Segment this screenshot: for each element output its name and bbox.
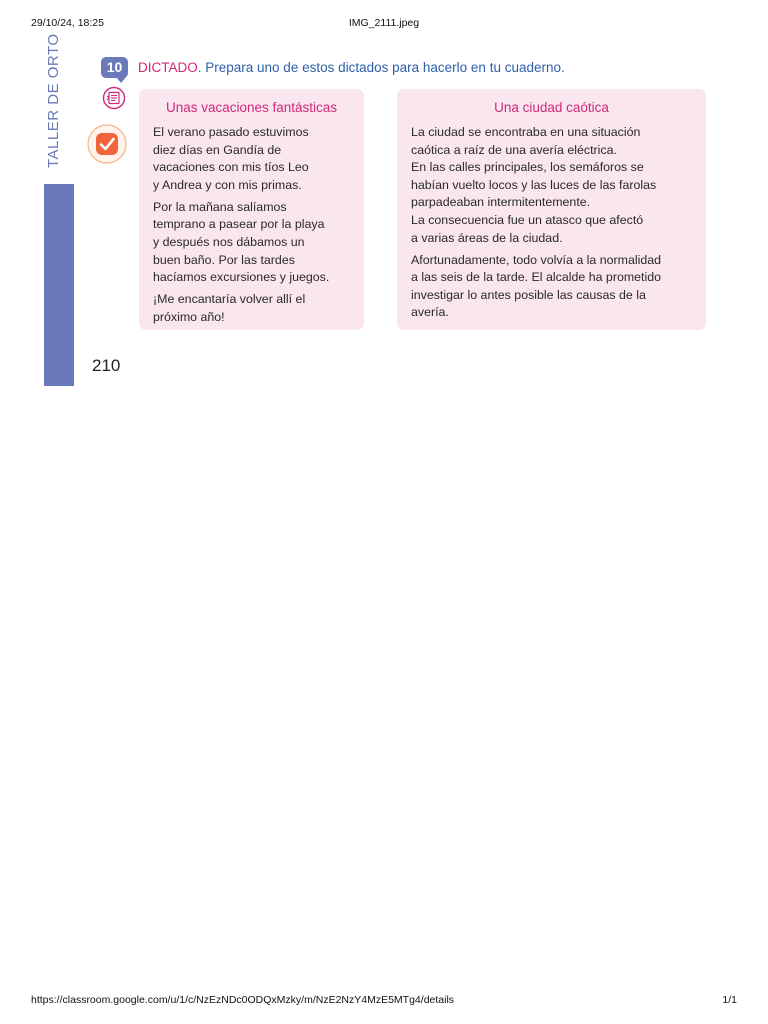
- text-line: avería.: [411, 305, 449, 320]
- dictation-title: Una ciudad caótica: [494, 100, 609, 115]
- instruction-keyword: DICTADO: [138, 60, 198, 75]
- page-number: 210: [92, 356, 121, 375]
- print-footer: [0, 994, 768, 1008]
- dictation-paragraph: [411, 124, 698, 247]
- text-line: y después nos dábamos un: [153, 235, 305, 250]
- text-line: Por la mañana salíamos: [153, 199, 287, 214]
- text-line: En las calles principales, los semáforos se: [411, 160, 644, 175]
- print-page-count: 1/1: [722, 994, 737, 1006]
- dictation-paragraph: [153, 124, 356, 194]
- text-line: El verano pasado estuvimos: [153, 125, 309, 139]
- print-document-title: IMG_2111.jpeg: [348, 17, 420, 29]
- dictation-list-icon: [102, 86, 126, 110]
- dictation-paragraph: [153, 291, 356, 326]
- text-line: hacíamos excursiones y juegos.: [153, 270, 330, 285]
- text-line: investigar lo antes posible las causas de la: [411, 287, 646, 302]
- checkmark-badge-icon: [87, 124, 127, 164]
- dictation-paragraph: [153, 199, 356, 287]
- print-source-url[interactable]: https://classroom.google.com/u/1/c/NzEzNDc0ODQxMzky/m/NzE2NzY4MzE5MTg4/details: [31, 994, 455, 1006]
- text-line: y Andrea y con mis primas.: [153, 177, 302, 192]
- text-line: temprano a pasear por la playa: [153, 217, 325, 232]
- text-line: diez días en Gandía de: [153, 142, 282, 157]
- instruction-text: . Prepara uno de estos dictados para hacerlo en tu cuaderno.: [197, 60, 565, 75]
- text-line: a varias áreas de la ciudad.: [411, 230, 563, 245]
- text-line: parpadeaban intermitentemente.: [411, 195, 591, 210]
- text-line: buen baño. Por las tardes: [153, 252, 295, 267]
- side-color-bar: [44, 184, 74, 386]
- text-line: La consecuencia fue un atasco que afectó: [411, 212, 644, 227]
- dictation-body: [153, 124, 356, 331]
- text-line: próximo año!: [153, 309, 225, 324]
- dictation-paragraph: [411, 252, 698, 322]
- text-line: Afortunadamente, todo volvía a la normalidad: [411, 252, 662, 267]
- exercise-number-badge: 10: [101, 57, 128, 78]
- print-header: [0, 17, 768, 31]
- text-line: caótica a raíz de una avería eléctrica.: [411, 142, 617, 157]
- print-datetime: 29/10/24, 18:25: [31, 17, 104, 29]
- side-section-label: TALLER DE ORTO: [45, 33, 62, 168]
- dictation-card-vacaciones: [139, 89, 364, 330]
- dictation-body: [411, 124, 698, 327]
- text-line: a las seis de la tarde. El alcalde ha prometido: [411, 270, 662, 285]
- text-line: La ciudad se encontraba en una situación: [411, 125, 641, 139]
- exercise-instruction: [138, 60, 565, 75]
- dictation-card-ciudad: [397, 89, 706, 330]
- dictation-title: Unas vacaciones fantásticas: [165, 100, 338, 115]
- text-line: vacaciones con mis tíos Leo: [153, 160, 309, 175]
- text-line: ¡Me encantaría volver allí el: [153, 292, 306, 307]
- text-line: habían vuelto locos y las luces de las farolas: [411, 177, 657, 192]
